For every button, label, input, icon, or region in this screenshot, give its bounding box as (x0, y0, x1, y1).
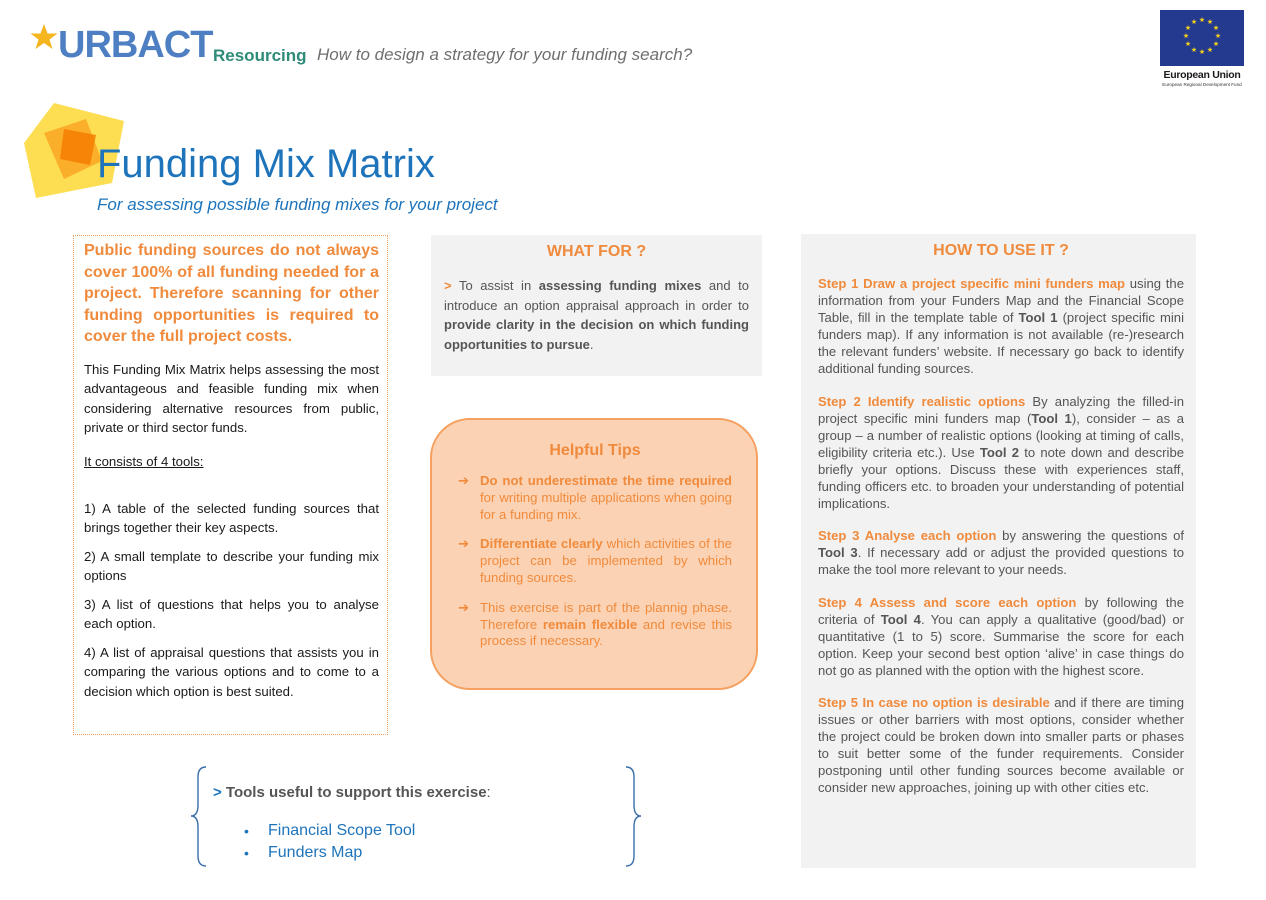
tips-heading: Helpful Tips (549, 442, 641, 459)
what-for-heading: WHAT FOR ? (546, 243, 647, 260)
arrow-icon: > (444, 278, 452, 293)
logo-wordmark: URBACT (58, 24, 213, 66)
step-1 (818, 275, 1184, 378)
tools-heading-text: Tools useful to support this exercise (221, 784, 487, 801)
step-text: to note down and describe briefly your options. Discuss these with experiences staff, funding officers etc. to broaden your understanding of potential implications. (818, 444, 1185, 512)
tools-list (244, 820, 415, 864)
svg-text:★: ★ (1190, 18, 1198, 26)
header-subtitle: How to design a strategy for your funding search? (317, 45, 693, 64)
tip-bold: Differentiate clearly (480, 536, 603, 552)
tools-useful-panel (190, 765, 642, 868)
tool-link-financial-scope[interactable] (244, 820, 415, 842)
svg-text:★: ★ (1198, 16, 1206, 24)
tool-link-label: Funders Map (268, 844, 363, 861)
svg-text:★: ★ (1214, 32, 1222, 40)
tool-item: 4) A list of appraisal questions that assists you in comparing the various options and to come to a decision which option is best suited. (84, 644, 379, 699)
what-for-text (444, 276, 749, 354)
svg-text:★: ★ (1182, 32, 1190, 40)
right-arrow-icon: ➔ (458, 599, 470, 615)
tools-heading-colon: : (486, 784, 491, 801)
what-for-part: and to introduce an option appraisal approach in order to (444, 278, 750, 313)
tip-text: for writing multiple applications when going for a funding mix. (480, 489, 732, 522)
svg-text:★: ★ (1190, 46, 1198, 54)
what-for-panel (431, 235, 762, 376)
bullet-icon: • (244, 823, 249, 839)
step-text: by answering the questions of (996, 528, 1184, 544)
step-text: using the information from your Funders Map and the Financial Scope Table, fill in the template table of (818, 276, 1184, 326)
step-4 (818, 594, 1184, 679)
page-title: Funding Mix Matrix (97, 142, 435, 186)
step-bold: Tool 1 (1031, 410, 1072, 426)
step-bold: Tool 2 (979, 444, 1020, 460)
eu-name: European Union (1163, 69, 1241, 81)
step-2 (818, 393, 1184, 513)
what-for-bold: provide clarity in the decision on which funding opportunities to pursue (444, 317, 749, 352)
tools-intro: It consists of 4 tools: (84, 453, 204, 469)
right-arrow-icon: ➔ (458, 536, 470, 552)
intro-lead: Public funding sources do not always cover 100% of all funding needed for a project. Therefore scanning for other funding opportunities is required to cover the full project costs. (84, 242, 379, 345)
svg-text:★: ★ (1212, 24, 1220, 32)
how-to-use-panel (801, 234, 1196, 868)
step-label: Step 4 Assess and score each option (818, 594, 1077, 610)
arrow-icon: > (213, 784, 222, 801)
tip-bold: remain flexible (542, 616, 638, 632)
what-for-part: . (589, 336, 594, 352)
right-arrow-icon: ➔ (458, 473, 470, 488)
step-text: By analyzing the filled-in project specific mini funders map ( (818, 393, 1184, 426)
bullet-icon: • (244, 845, 249, 861)
step-label: Step 2 Identify realistic options (818, 393, 1026, 409)
svg-text:★: ★ (1212, 40, 1220, 48)
tip-item (458, 473, 732, 523)
step-text: ), consider – as a group – a number of realistic options (looking at timing of calls, eligibility criteria etc.). Use (818, 410, 1184, 460)
page-subtitle: For assessing possible funding mixes for your project (97, 195, 498, 214)
intro-text: This Funding Mix Matrix helps assessing the most advantageous and feasible funding mix when considering alternative resources from public, private or third sector funds. (84, 361, 379, 435)
section-label: Resourcing (213, 46, 307, 65)
svg-text:★: ★ (1198, 48, 1206, 56)
step-label: Step 3 Analyse each option (818, 528, 997, 544)
what-for-part: To assist in (451, 278, 539, 293)
tip-text: which activities of the project can be implemented by which funding sources. (480, 536, 732, 585)
helpful-tips-panel (430, 418, 758, 690)
svg-text:★: ★ (1184, 40, 1192, 48)
eu-logo (1160, 10, 1244, 90)
tip-item (458, 600, 732, 650)
step-5 (818, 694, 1184, 797)
step-bold: Tool 3 (818, 545, 858, 561)
step-bold: Tool 4 (880, 611, 921, 627)
eu-fund: European Regional Development Fund (1162, 82, 1242, 87)
svg-text:★: ★ (1206, 46, 1214, 54)
step-bold: Tool 1 (1018, 310, 1058, 326)
what-for-bold: assessing funding mixes (538, 278, 702, 293)
svg-text:★: ★ (1184, 24, 1192, 32)
step-text: by following the criteria of (818, 594, 1184, 627)
step-text: (project specific mini funders map). If any information is not available (re-)research the relevant funders’ website. If necessary go back to identify additional funding sources. (818, 310, 1184, 377)
tool-link-funders-map[interactable] (244, 842, 415, 864)
step-3 (818, 527, 1184, 578)
tools-useful-heading (213, 784, 491, 801)
step-text: . If necessary add or adjust the provided questions to make the tool more relevant to your needs. (818, 545, 1184, 578)
step-label: Step 1 Draw a project specific mini funders map (818, 276, 1126, 291)
tip-item (458, 536, 732, 586)
step-label: Step 5 In case no option is desirable (818, 694, 1050, 710)
how-to-heading: HOW TO USE IT ? (933, 242, 1069, 259)
intro-panel (73, 235, 388, 735)
tip-text: and revise this process if necessary. (480, 616, 732, 649)
tool-item: 3) A list of questions that helps you to analyse each option. (84, 596, 379, 631)
tool-link-label: Financial Scope Tool (268, 822, 416, 839)
tool-item: 1) A table of the selected funding sources that brings together their key aspects. (84, 500, 379, 535)
tip-text: This exercise is part of the plannig phase. Therefore (480, 599, 732, 632)
tip-bold: Do not underestimate the time required (480, 473, 732, 488)
tool-item: 2) A small template to describe your funding mix options (84, 548, 379, 583)
step-text: . You can apply a qualitative (good/bad) or quantitative (1 to 5) score. Summarise the score for each option. Keep your second best option ‘alive’ in case things do not go as planned with the option with the highest score. (818, 611, 1184, 678)
svg-text:★: ★ (1206, 18, 1214, 26)
step-text: and if there are timing issues or other barriers with most options, consider whether the project could be broken down into smaller parts or phases to suit better some of the funder requirements. Consider postponing until other funding sources become available or consider new approaches, joining up with other cities etc. (818, 694, 1185, 796)
eu-flag-icon (1160, 10, 1244, 66)
